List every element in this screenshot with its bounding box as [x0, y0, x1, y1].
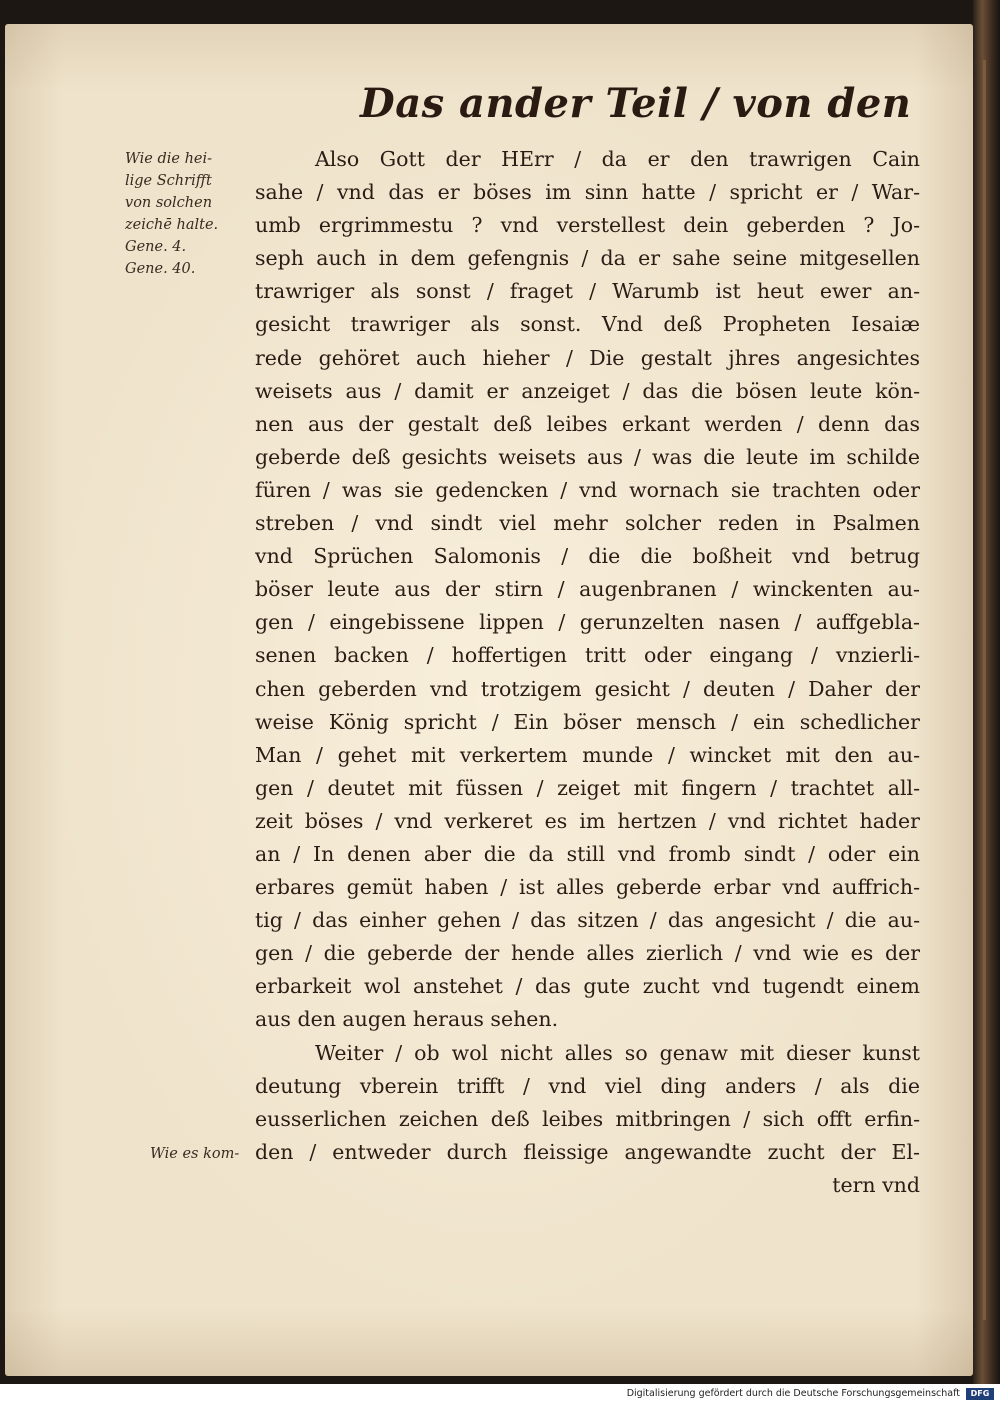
text-line: geberde deß gesichts weisets aus / was die leute im schilde — [255, 444, 920, 469]
text-line: senen backen / hoffertigen tritt oder eingang / vnzierli- — [255, 643, 920, 668]
text-line: sahe / vnd das er böses im sinn hatte / spricht er / War- — [255, 180, 920, 205]
text-line: eusserlichen zeichen deß leibes mitbringen / sich offt erfin- — [255, 1106, 920, 1131]
text-line: füren / was sie gedencken / vnd wornach sie trachten oder — [255, 477, 920, 502]
margin-note-bottom: Wie es kom- — [150, 1146, 240, 1162]
text-line: streben / vnd sindt viel mehr solcher reden in Psalmen — [255, 511, 920, 536]
text-line: umb ergrimmestu ? vnd verstellest dein geberden ? Jo- — [255, 213, 920, 238]
text-line: erbares gemüt haben / ist alles geberde erbar vnd auffrich- — [255, 875, 920, 900]
text-line: vnd Sprüchen Salomonis / die die boßheit vnd betrug — [255, 544, 920, 569]
text-line: erbarkeit wol anstehet / das gute zucht vnd tugendt einem — [255, 974, 920, 999]
margin-note: Wie die hei- — [125, 151, 213, 167]
text-line: Also Gott der HErr / da er den trawrigen Cain — [315, 147, 920, 171]
margin-note: Gene. 4. — [125, 239, 187, 255]
text-line: gen / eingebissene lippen / gerunzelten nasen / auffgebla- — [255, 610, 920, 635]
text-line: chen geberden vnd trotzigem gesicht / deuten / Daher der — [255, 676, 920, 701]
footer-bar — [0, 1384, 1000, 1404]
text-line: gesicht trawriger als sonst. Vnd deß Propheten Iesaiæ — [255, 312, 920, 337]
text-line: Man / gehet mit verkertem munde / wincket mit den au- — [255, 742, 920, 767]
margin-notes — [125, 148, 255, 280]
margin-note: von solchen — [125, 195, 213, 211]
text-line: den / entweder durch fleissige angewandte zucht der El- — [255, 1139, 920, 1164]
text-line: deutung vberein trifft / vnd viel ding anders / als die — [255, 1073, 920, 1098]
text-line: rede gehöret auch hieher / Die gestalt jhres angesichtes — [255, 345, 920, 370]
text-line: tig / das einher gehen / das sitzen / das angesicht / die au- — [255, 908, 920, 933]
page-heading: Das ander Teil / von den — [360, 80, 912, 127]
catchword: tern vnd — [832, 1172, 920, 1197]
margin-note: Gene. 40. — [125, 261, 196, 277]
margin-note: lige Schrifft — [125, 173, 212, 189]
text-line: seph auch in dem gefengnis / da er sahe seine mitgesellen — [255, 246, 920, 271]
margin-note: zeichē halte. — [125, 217, 219, 233]
text-line: trawriger als sonst / fraget / Warumb ist heut ewer an- — [255, 279, 920, 304]
text-line: weise König spricht / Ein böser mensch / ein schedlicher — [255, 709, 920, 734]
text-line: aus den augen heraus sehen. — [255, 1007, 559, 1032]
body-text — [255, 143, 920, 1202]
text-line: gen / deutet mit füssen / zeiget mit fingern / trachtet all- — [255, 775, 920, 800]
text-line: nen aus der gestalt deß leibes erkant werden / denn das — [255, 411, 920, 436]
text-line: Weiter / ob wol nicht alles so genaw mit dieser kunst — [315, 1040, 920, 1065]
text-line: zeit böses / vnd verkeret es im hertzen / vnd richtet hader — [255, 808, 920, 833]
footer-credit: Digitalisierung gefördert durch die Deutsche Forschungsgemeinschaft — [626, 1388, 960, 1399]
dfg-logo: DFG — [966, 1388, 994, 1400]
text-line: böser leute aus der stirn / augenbranen / winckenten au- — [255, 577, 920, 602]
text-line: gen / die geberde der hende alles zierlich / vnd wie es der — [255, 941, 920, 966]
text-line: weisets aus / damit er anzeiget / das die bösen leute kön- — [255, 378, 920, 403]
book-spine — [973, 0, 1000, 1384]
text-line: an / In denen aber die da still vnd fromb sindt / oder ein — [255, 841, 920, 866]
